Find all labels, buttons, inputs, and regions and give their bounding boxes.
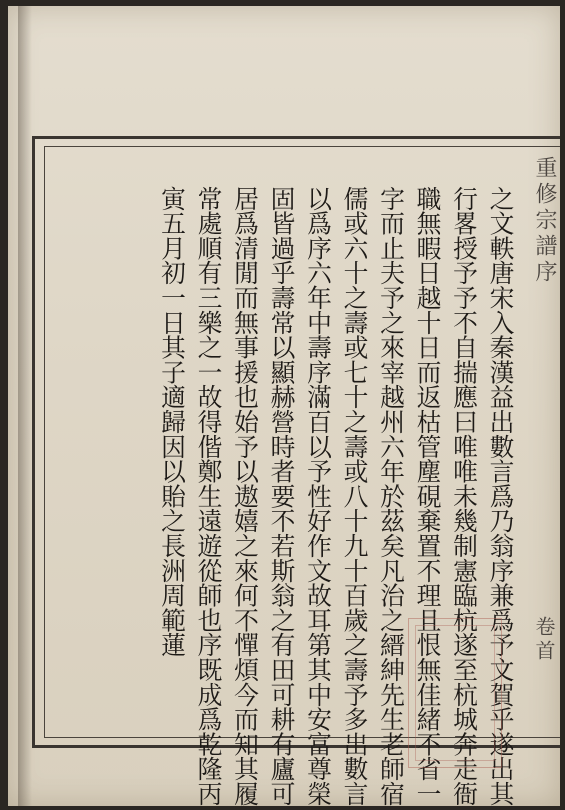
margin-header: 重修宗譜序 bbox=[532, 156, 557, 286]
text-line: 行畧授予予不自揣應曰唯唯未幾制憲臨杭遂至杭城奔走衙 bbox=[449, 186, 479, 806]
faded-seal-stamp bbox=[408, 618, 502, 768]
text-line: 寅五月初一日其子適歸因以貽之長洲周範蓮 bbox=[157, 186, 187, 658]
text-line: 以爲序六年中壽序滿百以予性好作文故耳第其中安富尊榮 bbox=[303, 186, 333, 806]
text-line: 常處順有三樂之一故得偕鄭生遠遊從師也序既成爲乾隆丙 bbox=[194, 186, 223, 806]
text-line: 字而止夫予之來宰越州六年於茲矣凡治之縉紳先生老師宿 bbox=[376, 186, 406, 806]
text-line: 居爲清閒而無事援也始予以遨嬉之來何不憚煩今而知其履 bbox=[230, 186, 260, 806]
text-line: 儒或六十之壽或七十之壽或八十九十百歲之壽予多出數言 bbox=[340, 186, 369, 806]
margin-column bbox=[528, 156, 558, 746]
margin-footer: 卷首 bbox=[532, 616, 556, 664]
text-line: 之文軼唐宋入秦漢益出數言爲乃翁序兼爲予文賀乎遂出其 bbox=[486, 186, 515, 806]
page-gutter bbox=[18, 6, 32, 806]
book-page bbox=[8, 6, 560, 806]
text-line: 固皆過乎壽常以顯赫營時者要不若斯翁之有田可耕有廬可 bbox=[267, 186, 296, 806]
text-line: 職無暇日越十日而返枯管塵硯棄置不理且恨無佳緒不省一 bbox=[413, 186, 442, 806]
